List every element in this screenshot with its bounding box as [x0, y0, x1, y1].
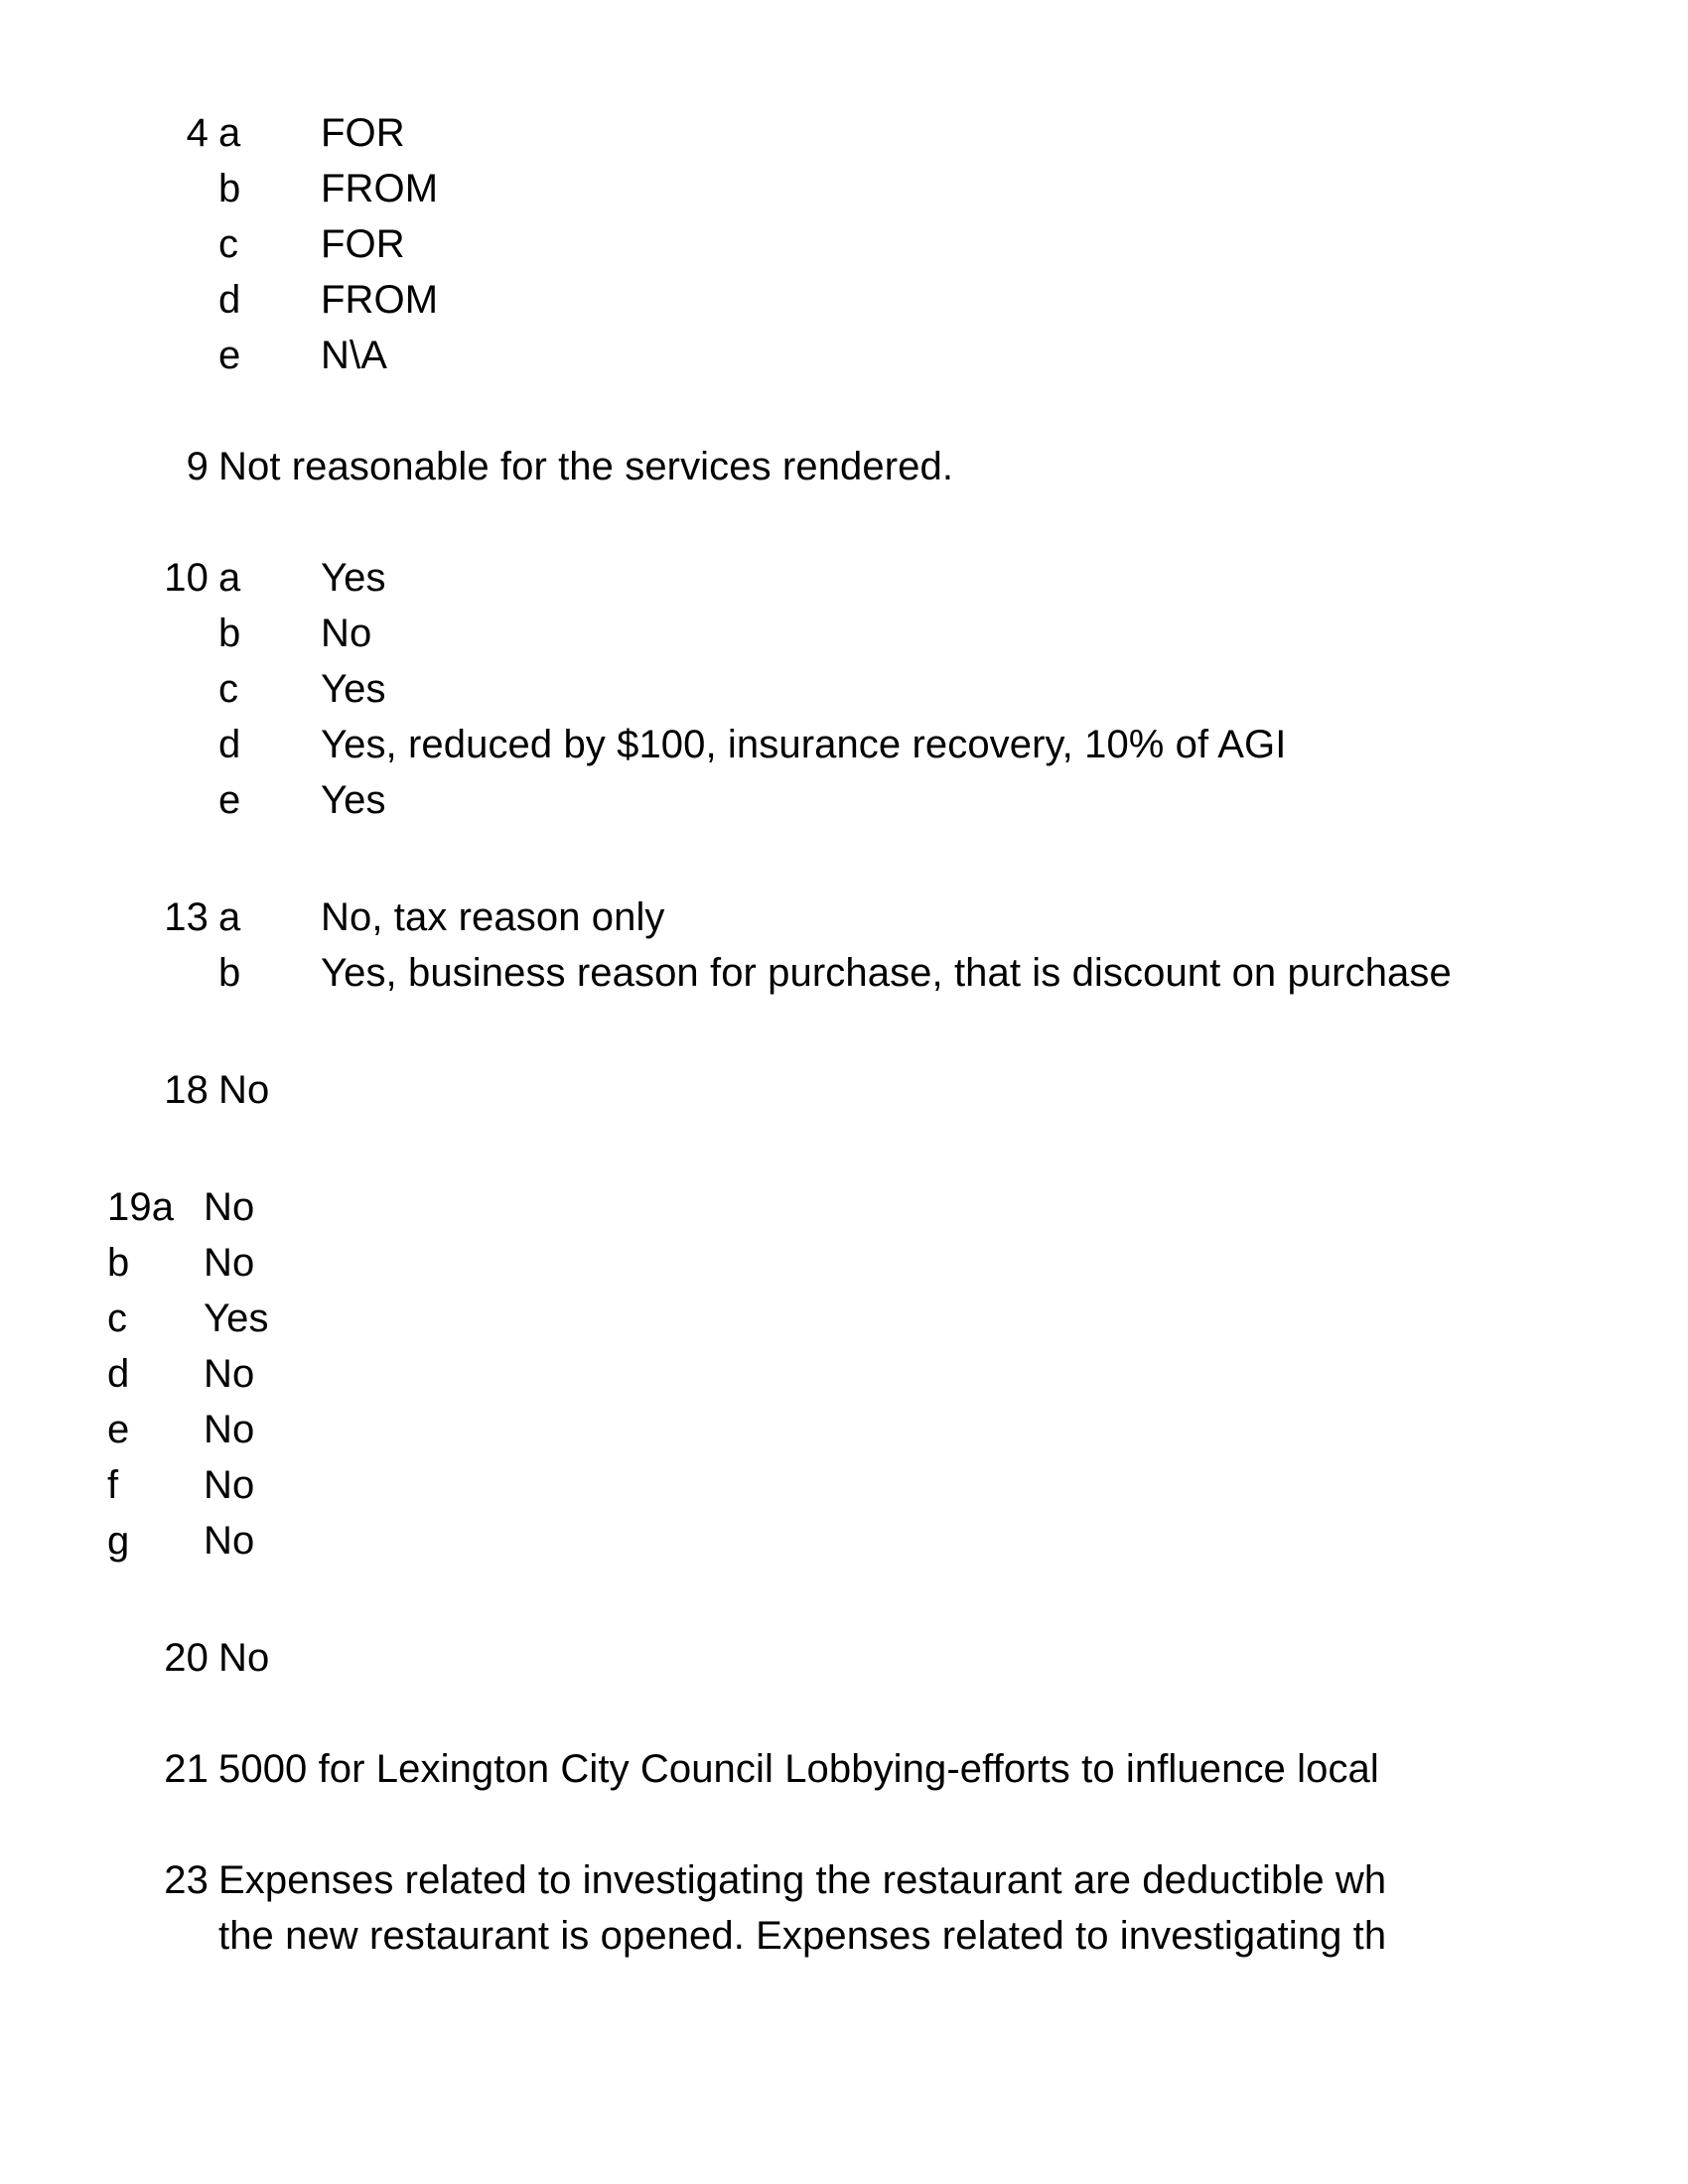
answer-row [0, 550, 1452, 606]
answer-text: Yes [321, 778, 386, 822]
sub-part-letter: c [218, 222, 239, 266]
answer-text: No [321, 612, 372, 655]
answer-text: Yes [321, 667, 386, 711]
answer-row [0, 1402, 1452, 1457]
block-spacer [0, 828, 1452, 889]
block-spacer [0, 1118, 1452, 1179]
item-number: 18 [164, 1068, 209, 1112]
sub-part-letter: b [107, 1241, 130, 1285]
sub-part-letter: b [218, 167, 241, 210]
sub-part-letter: b [218, 612, 241, 655]
sub-part-letter: d [218, 278, 241, 322]
answer-row [0, 272, 1452, 328]
item-number: 23 [164, 1858, 209, 1902]
answer-text: Yes [321, 556, 386, 600]
answer-row [0, 1062, 1452, 1118]
answer-text: No [204, 1408, 255, 1451]
sub-part-letter: e [218, 334, 241, 377]
answer-row [0, 105, 1452, 161]
sub-part-letter: a [218, 111, 241, 155]
sub-part-letter: d [107, 1352, 130, 1396]
answer-item-10 [0, 550, 1452, 828]
block-spacer [0, 1569, 1452, 1630]
answer-row [0, 1908, 1452, 1964]
answer-row [0, 889, 1452, 945]
answer-row [0, 439, 1452, 494]
answer-item-19 [0, 1179, 1452, 1569]
sub-part-letter: b [218, 951, 241, 995]
answer-text: No [218, 1068, 270, 1112]
sub-part-letter: f [107, 1463, 119, 1507]
sub-part-letter: c [218, 667, 239, 711]
answer-row [0, 1513, 1452, 1569]
block-spacer [0, 1797, 1452, 1852]
answer-row [0, 772, 1452, 828]
answer-text: No [218, 1636, 270, 1680]
answer-text: FOR [321, 111, 405, 155]
item-number: 13 [164, 895, 209, 939]
answer-text: 5000 for Lexington City Council Lobbying-efforts to influence local [218, 1747, 1379, 1791]
item-number: 9 [186, 445, 209, 488]
sub-part-letter: g [107, 1519, 130, 1563]
answer-text: Yes, reduced by $100, insurance recovery, 10% of AGI [321, 723, 1287, 766]
answer-text: No [204, 1185, 255, 1229]
answer-item-9 [0, 439, 1452, 494]
sub-part-letter: a [218, 895, 241, 939]
answer-text: Not reasonable for the services rendered. [218, 445, 954, 488]
answer-item-13 [0, 889, 1452, 1001]
block-spacer [0, 383, 1452, 439]
answer-text: FOR [321, 222, 405, 266]
item-number: 21 [164, 1747, 209, 1791]
answer-text: Yes, business reason for purchase, that is discount on purchase [321, 951, 1452, 995]
answer-row [0, 328, 1452, 383]
answer-row [0, 1291, 1452, 1346]
sub-part-letter: e [218, 778, 241, 822]
answer-row [0, 161, 1452, 216]
answer-text: FROM [321, 167, 439, 210]
answer-row [0, 1235, 1452, 1291]
answer-row [0, 945, 1452, 1001]
item-number: 19a [107, 1185, 175, 1229]
answer-item-18 [0, 1062, 1452, 1118]
answer-text: No [204, 1352, 255, 1396]
sub-part-letter: c [107, 1297, 128, 1340]
answer-row [0, 1457, 1452, 1513]
block-spacer [0, 494, 1452, 550]
answer-text: FROM [321, 278, 439, 322]
answer-row [0, 1630, 1452, 1686]
answer-row [0, 1179, 1452, 1235]
sub-part-letter: d [218, 723, 241, 766]
answer-item-4 [0, 105, 1452, 383]
block-spacer [0, 1686, 1452, 1741]
answer-item-23 [0, 1852, 1452, 1964]
answer-row [0, 606, 1452, 661]
answer-row [0, 717, 1452, 772]
answer-row [0, 1852, 1452, 1908]
answer-text: N\A [321, 334, 387, 377]
answer-row [0, 661, 1452, 717]
answer-text: Yes [204, 1297, 269, 1340]
block-spacer [0, 1001, 1452, 1062]
answer-row [0, 1346, 1452, 1402]
answer-text-line-2: the new restaurant is opened. Expenses related to investigating th [218, 1914, 1387, 1958]
answer-text: No [204, 1519, 255, 1563]
item-number: 10 [164, 556, 209, 600]
answer-text: No [204, 1463, 255, 1507]
answer-row [0, 1741, 1452, 1797]
sub-part-letter: e [107, 1408, 130, 1451]
answer-item-20 [0, 1630, 1452, 1686]
answer-text: No, tax reason only [321, 895, 665, 939]
sub-part-letter: a [218, 556, 241, 600]
answer-text-line-1: Expenses related to investigating the restaurant are deductible wh [218, 1858, 1387, 1902]
answer-text: No [204, 1241, 255, 1285]
answer-item-21 [0, 1741, 1452, 1797]
item-number: 4 [186, 111, 209, 155]
item-number: 20 [164, 1636, 209, 1680]
answer-row [0, 216, 1452, 272]
